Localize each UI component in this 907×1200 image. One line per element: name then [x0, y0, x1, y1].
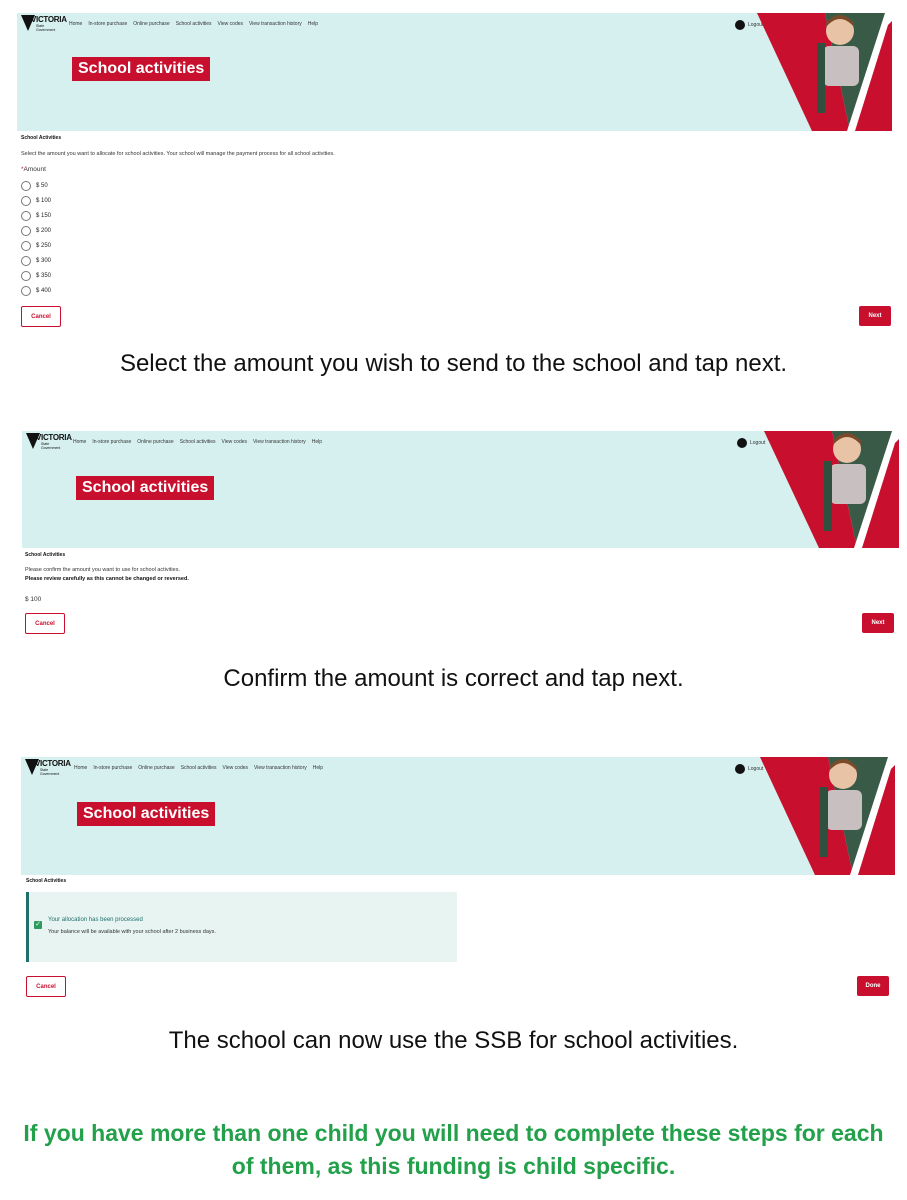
nav-home[interactable]: Home: [74, 765, 88, 771]
nav-home[interactable]: Home: [69, 21, 83, 27]
confirm-amount-value: $ 100: [25, 596, 42, 603]
amount-option-400[interactable]: $ 400: [21, 286, 51, 296]
user-icon: [735, 764, 745, 774]
nav-help[interactable]: Help: [307, 21, 319, 27]
success-title: Your allocation has been processed: [48, 917, 143, 923]
nav-school-activities[interactable]: School activities: [179, 439, 216, 445]
success-alert: [26, 892, 457, 962]
radio-button[interactable]: [21, 286, 31, 296]
nav-view-transaction-history[interactable]: View transaction history: [249, 21, 302, 27]
page-title: School activities: [76, 476, 214, 500]
hero-image: [757, 13, 892, 131]
amount-option-300[interactable]: $ 300: [21, 256, 51, 266]
section-label: School Activities: [26, 878, 67, 884]
nav-view-transaction-history[interactable]: View transaction history: [253, 439, 306, 445]
logout-link[interactable]: Logout: [737, 438, 765, 448]
radio-button[interactable]: [21, 196, 31, 206]
nav-help[interactable]: Help: [312, 765, 324, 771]
cancel-button[interactable]: Cancel: [25, 613, 65, 634]
cancel-button[interactable]: Cancel: [21, 306, 61, 327]
logout-link[interactable]: Logout: [735, 20, 763, 30]
nav-view-codes[interactable]: View codes: [217, 21, 244, 27]
caption-step2: Confirm the amount is correct and tap next.: [223, 665, 684, 692]
page-title: School activities: [72, 57, 210, 81]
section-label: School Activities: [25, 552, 66, 558]
radio-button[interactable]: [21, 211, 31, 221]
cancel-button[interactable]: Cancel: [26, 976, 66, 997]
nav-school-activities[interactable]: School activities: [180, 765, 217, 771]
amount-option-250[interactable]: $ 250: [21, 241, 51, 251]
multiple-children-note: If you have more than one child you will need to complete these steps for each of them, as this funding is child specific.: [23, 1120, 884, 1179]
radio-button[interactable]: [21, 181, 31, 191]
done-button[interactable]: Done: [857, 976, 889, 996]
header-banner: [17, 13, 892, 131]
main-nav: [69, 21, 318, 27]
nav-home[interactable]: Home: [73, 439, 87, 445]
nav-in-store-purchase[interactable]: In-store purchase: [93, 765, 133, 771]
caption-step3: The school can now use the SSB for school activities.: [168, 1027, 739, 1054]
amount-option-100[interactable]: $ 100: [21, 196, 51, 206]
amount-option-350[interactable]: $ 350: [21, 271, 51, 281]
amount-option-200[interactable]: $ 200: [21, 226, 51, 236]
confirm-instruction: Please confirm the amount you want to use for school activities.: [25, 567, 180, 573]
victoria-logo[interactable]: VICTORIA State Government: [26, 433, 68, 455]
hero-image: [764, 431, 899, 548]
user-icon: [737, 438, 747, 448]
amount-option-150[interactable]: $ 150: [21, 211, 51, 221]
screenshot-allocation-processed: [21, 757, 895, 1002]
logout-link[interactable]: Logout: [735, 764, 763, 774]
amount-option-50[interactable]: $ 50: [21, 181, 48, 191]
hero-image: [760, 757, 895, 875]
nav-online-purchase[interactable]: Online purchase: [138, 765, 175, 771]
checkbox-checked-icon: ✓: [35, 921, 41, 928]
user-icon: [735, 20, 745, 30]
nav-help[interactable]: Help: [311, 439, 323, 445]
next-button[interactable]: Next: [859, 306, 891, 326]
confirm-warning: Please review carefully as this cannot be changed or reversed.: [25, 576, 189, 582]
nav-school-activities[interactable]: School activities: [175, 21, 212, 27]
nav-view-transaction-history[interactable]: View transaction history: [254, 765, 307, 771]
page-title: School activities: [77, 802, 215, 826]
nav-in-store-purchase[interactable]: In-store purchase: [92, 439, 132, 445]
caption-step1: Select the amount you wish to send to the school and tap next.: [119, 350, 788, 377]
header-banner: [21, 757, 895, 875]
nav-view-codes[interactable]: View codes: [221, 439, 248, 445]
victoria-logo[interactable]: VICTORIA State Government: [25, 759, 67, 781]
radio-button[interactable]: [21, 226, 31, 236]
radio-button[interactable]: [21, 256, 31, 266]
success-message: Your balance will be available with your school after 2 business days.: [48, 929, 216, 935]
nav-online-purchase[interactable]: Online purchase: [133, 21, 170, 27]
nav-online-purchase[interactable]: Online purchase: [137, 439, 174, 445]
main-nav: [74, 765, 323, 771]
victoria-logo[interactable]: VICTORIA State Government: [21, 15, 63, 37]
nav-in-store-purchase[interactable]: In-store purchase: [88, 21, 128, 27]
section-label: School Activities: [21, 135, 62, 141]
screenshot-confirm-amount: [22, 431, 899, 641]
radio-button[interactable]: [21, 271, 31, 281]
instruction-text: Select the amount you want to allocate for school activities. Your school will manage the payment process for all school activities.: [21, 151, 335, 157]
radio-button[interactable]: [21, 241, 31, 251]
header-banner: [22, 431, 899, 548]
screenshot-select-amount: [17, 13, 892, 333]
nav-view-codes[interactable]: View codes: [222, 765, 249, 771]
amount-label: *Amount: [21, 166, 46, 173]
next-button[interactable]: Next: [862, 613, 894, 633]
main-nav: [73, 439, 322, 445]
